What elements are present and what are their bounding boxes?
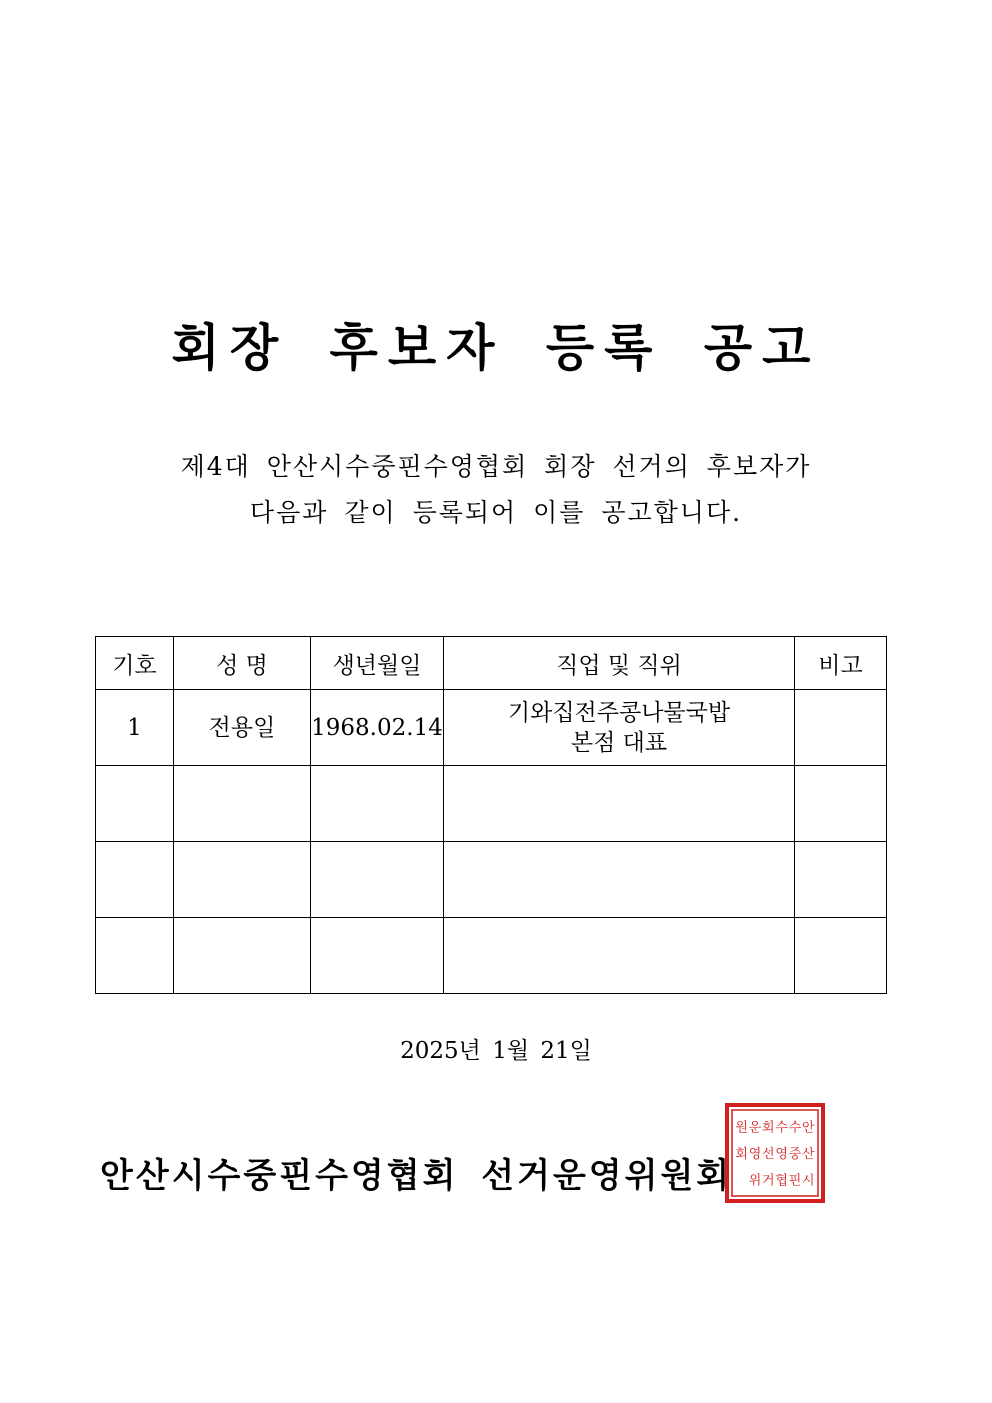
seal-glyph: 거 xyxy=(762,1173,775,1189)
cell-note xyxy=(795,690,887,766)
seal-glyph: 안 xyxy=(802,1120,815,1136)
header-occupation: 직업 및 직위 xyxy=(444,637,795,690)
cell-number xyxy=(96,842,174,918)
cell-birthdate xyxy=(311,918,444,994)
seal-glyph: 선 xyxy=(762,1147,775,1162)
cell-number xyxy=(96,766,174,842)
cell-name xyxy=(174,766,311,842)
cell-occupation xyxy=(444,690,795,766)
intro-line-1: 제4대 안산시수중핀수영협회 회장 선거의 후보자가 xyxy=(180,452,812,481)
seal-glyph: 위 xyxy=(748,1173,762,1189)
cell-note xyxy=(795,842,887,918)
cell-name xyxy=(174,918,311,994)
seal-glyph: 회 xyxy=(735,1147,748,1162)
cell-birthdate xyxy=(311,842,444,918)
seal-glyph: 협 xyxy=(775,1173,788,1189)
header-number: 기호 xyxy=(96,637,174,690)
notice-intro xyxy=(0,444,992,536)
cell-note xyxy=(795,766,887,842)
cell-number xyxy=(96,918,174,994)
page-title: 회장 후보자 등록 공고 xyxy=(171,318,821,377)
official-seal-icon xyxy=(725,1103,825,1203)
cell-number: 1 xyxy=(96,690,174,766)
table-row xyxy=(96,842,887,918)
seal-glyph: 영 xyxy=(775,1147,788,1162)
cell-occupation xyxy=(444,842,795,918)
cell-birthdate: 1968.02.14 xyxy=(311,690,444,766)
seal-glyph: 중 xyxy=(788,1147,802,1162)
seal-glyph: 회 xyxy=(762,1120,775,1136)
committee-name: 안산시수중핀수영협회 선거운영위원회 xyxy=(100,1156,733,1196)
header-birthdate: 생년월일 xyxy=(311,637,444,690)
occupation-line-1: 기와집전주콩나물국밥 xyxy=(507,699,731,726)
seal-glyph: 수 xyxy=(788,1120,802,1136)
candidate-table xyxy=(95,636,887,994)
cell-occupation xyxy=(444,766,795,842)
cell-name: 전용일 xyxy=(174,690,311,766)
cell-occupation xyxy=(444,918,795,994)
cell-name xyxy=(174,842,311,918)
seal-glyph: 영 xyxy=(748,1147,762,1162)
table-row xyxy=(96,766,887,842)
seal-glyph: 수 xyxy=(775,1120,788,1136)
seal-glyph: 시 xyxy=(802,1173,815,1189)
intro-line-2: 다음과 같이 등록되어 이를 공고합니다. xyxy=(249,498,743,527)
table-row xyxy=(96,690,887,766)
table-row xyxy=(96,918,887,994)
seal-glyph: 원 xyxy=(735,1120,748,1136)
header-name: 성 명 xyxy=(174,637,311,690)
notice-date: 2025년 1월 21일 xyxy=(400,1038,592,1064)
header-note: 비고 xyxy=(795,637,887,690)
occupation-line-2: 본점 대표 xyxy=(570,729,668,756)
table-header-row xyxy=(96,637,887,690)
cell-birthdate xyxy=(311,766,444,842)
seal-glyph: 운 xyxy=(748,1120,762,1136)
cell-note xyxy=(795,918,887,994)
seal-glyph: 핀 xyxy=(788,1173,802,1189)
seal-glyph: 산 xyxy=(802,1147,815,1162)
